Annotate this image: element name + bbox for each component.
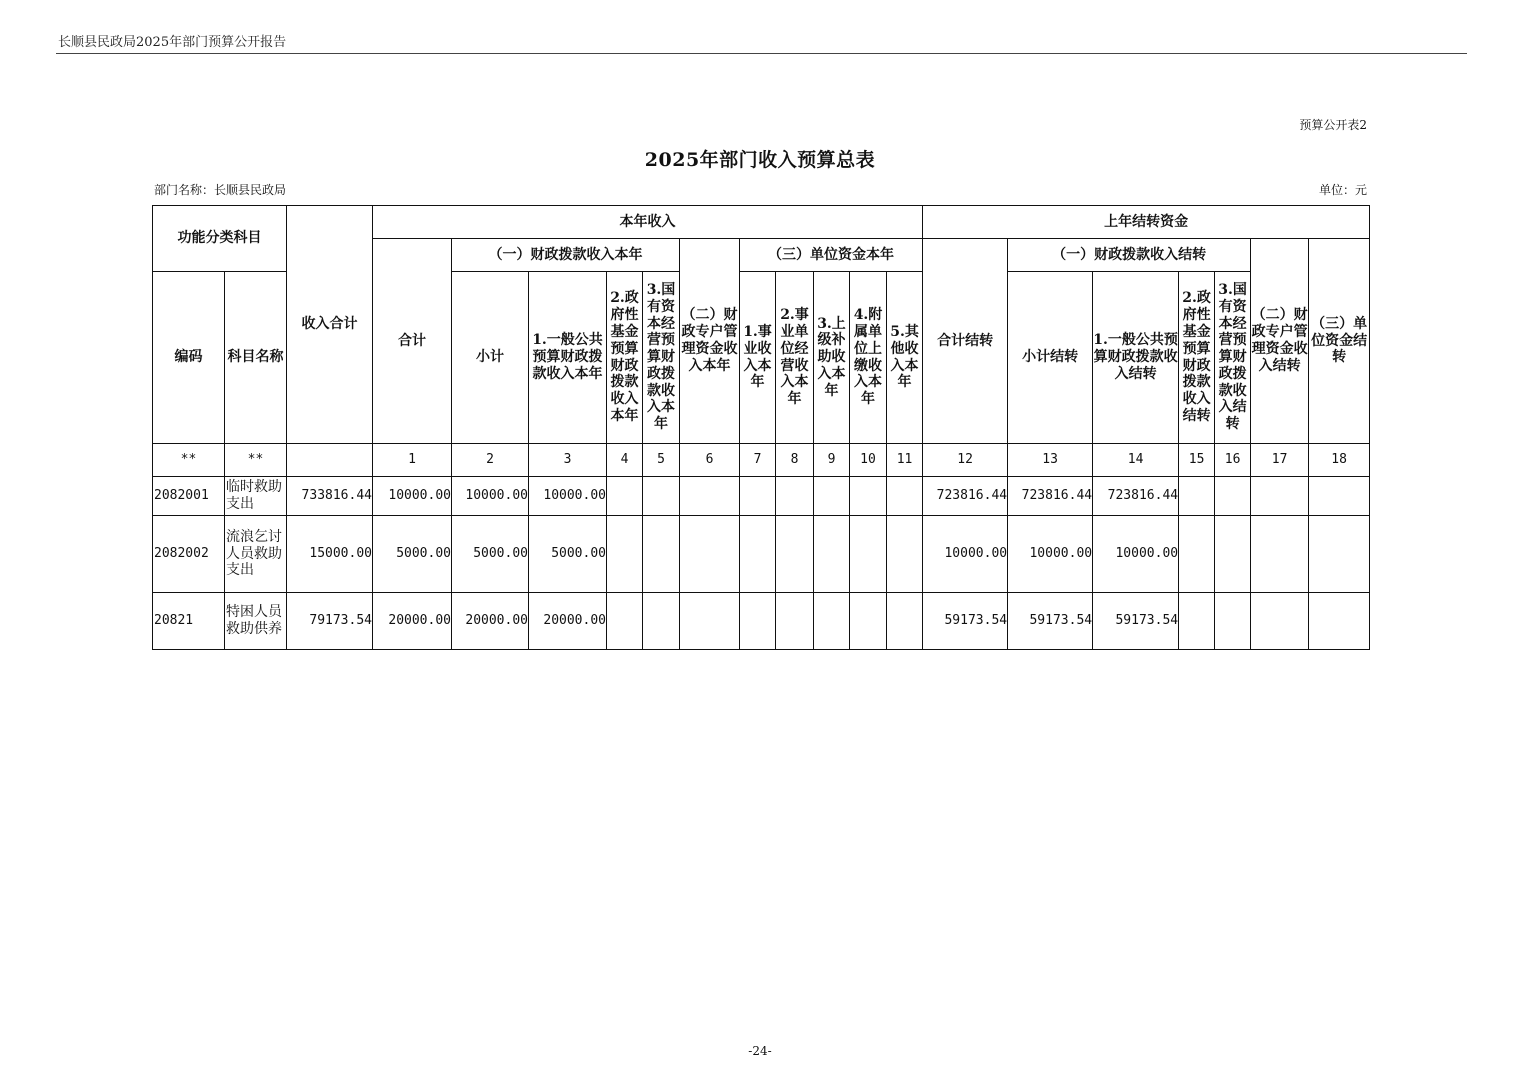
header-prior-state-capital: 3.国有资本经营预算财政拨款收入结转 <box>1215 272 1251 444</box>
empty-cell <box>680 516 740 593</box>
empty-cell <box>887 477 923 516</box>
row-name: 流浪乞讨人员救助支出 <box>225 516 287 593</box>
income-budget-table <box>152 205 1370 650</box>
index-cell: 9 <box>814 444 850 477</box>
header-cur-unit: （三）单位资金本年 <box>740 239 923 272</box>
index-cell: 14 <box>1093 444 1179 477</box>
unit-label: 单位：元 <box>1318 183 1367 197</box>
header-cur-subtotal: 小计 <box>452 272 529 444</box>
index-cell: 5 <box>643 444 680 477</box>
row-prior-subtotal: 10000.00 <box>1008 516 1093 593</box>
header-rule <box>56 53 1467 54</box>
row-name: 特困人员救助供养 <box>225 593 287 650</box>
row-cur-subtotal: 5000.00 <box>452 516 529 593</box>
empty-cell <box>887 516 923 593</box>
row-cur-total: 5000.00 <box>373 516 452 593</box>
empty-cell <box>1251 516 1309 593</box>
form-code: 预算公开表2 <box>1299 118 1367 132</box>
empty-cell <box>776 477 814 516</box>
empty-cell <box>1215 477 1251 516</box>
row-cur-general: 5000.00 <box>529 516 607 593</box>
header-prior-general: 1.一般公共预算财政拨款收入结转 <box>1093 272 1179 444</box>
row-name: 临时救助支出 <box>225 477 287 516</box>
index-cell: 12 <box>923 444 1008 477</box>
header-cur-business: 1.事业收入本年 <box>740 272 776 444</box>
header-cur-total: 合计 <box>373 239 452 444</box>
index-cell: 4 <box>607 444 643 477</box>
index-cell: 2 <box>452 444 529 477</box>
empty-cell <box>1179 516 1215 593</box>
header-cur-gov-fund: 2.政府性基金预算财政拨款收入本年 <box>607 272 643 444</box>
index-cell: 6 <box>680 444 740 477</box>
empty-cell <box>643 516 680 593</box>
empty-cell <box>607 593 643 650</box>
index-cell: 3 <box>529 444 607 477</box>
empty-cell <box>1215 593 1251 650</box>
header-name: 科目名称 <box>225 272 287 444</box>
row-prior-subtotal: 723816.44 <box>1008 477 1093 516</box>
header-cur-special: （二）财政专户管理资金收入本年 <box>680 239 740 444</box>
empty-cell <box>850 516 887 593</box>
empty-cell <box>607 477 643 516</box>
table-row <box>153 593 1370 650</box>
index-cell: 13 <box>1008 444 1093 477</box>
header-cur-subsidy: 3.上级补助收入本年 <box>814 272 850 444</box>
empty-cell <box>814 516 850 593</box>
row-total-income: 15000.00 <box>287 516 373 593</box>
header-cur-operating: 2.事业单位经营收入本年 <box>776 272 814 444</box>
row-prior-general: 10000.00 <box>1093 516 1179 593</box>
empty-cell <box>1309 516 1370 593</box>
row-cur-total: 10000.00 <box>373 477 452 516</box>
running-header: 长顺县民政局2025年部门预算公开报告 <box>58 35 287 50</box>
header-code: 编码 <box>153 272 225 444</box>
empty-cell <box>740 593 776 650</box>
row-prior-total: 10000.00 <box>923 516 1008 593</box>
index-row <box>153 444 1370 477</box>
header-current-year: 本年收入 <box>373 206 923 239</box>
header-cur-fiscal: （一）财政拨款收入本年 <box>452 239 680 272</box>
empty-cell <box>776 516 814 593</box>
index-cell: 18 <box>1309 444 1370 477</box>
index-cell: 8 <box>776 444 814 477</box>
table-row <box>153 477 1370 516</box>
index-cell: 7 <box>740 444 776 477</box>
row-prior-total: 723816.44 <box>923 477 1008 516</box>
header-prior-gov-fund: 2.政府性基金预算财政拨款收入结转 <box>1179 272 1215 444</box>
empty-cell <box>1251 593 1309 650</box>
empty-cell <box>850 593 887 650</box>
empty-cell <box>740 516 776 593</box>
empty-cell <box>850 477 887 516</box>
row-prior-general: 723816.44 <box>1093 477 1179 516</box>
row-cur-subtotal: 10000.00 <box>452 477 529 516</box>
header-prior-total: 合计结转 <box>923 239 1008 444</box>
row-code: 20821 <box>153 593 225 650</box>
empty-cell <box>643 593 680 650</box>
empty-cell <box>607 516 643 593</box>
index-cell: 11 <box>887 444 923 477</box>
row-prior-subtotal: 59173.54 <box>1008 593 1093 650</box>
row-prior-total: 59173.54 <box>923 593 1008 650</box>
index-cell: 16 <box>1215 444 1251 477</box>
header-prior-subtotal: 小计结转 <box>1008 272 1093 444</box>
row-cur-subtotal: 20000.00 <box>452 593 529 650</box>
empty-cell <box>680 477 740 516</box>
department-name: 部门名称：长顺县民政局 <box>154 183 287 197</box>
empty-cell <box>1251 477 1309 516</box>
empty-cell <box>680 593 740 650</box>
empty-cell <box>740 477 776 516</box>
empty-cell <box>643 477 680 516</box>
empty-cell <box>1309 593 1370 650</box>
header-subject: 功能分类科目 <box>153 206 287 272</box>
empty-cell <box>776 593 814 650</box>
empty-cell <box>1179 477 1215 516</box>
row-code: 2082002 <box>153 516 225 593</box>
header-cur-other: 5.其他收入本年 <box>887 272 923 444</box>
header-prior-year: 上年结转资金 <box>923 206 1370 239</box>
index-cell <box>287 444 373 477</box>
empty-cell <box>887 593 923 650</box>
header-prior-special: （二）财政专户管理资金收入结转 <box>1251 239 1309 444</box>
header-total-income: 收入合计 <box>287 206 373 444</box>
page-number: -24- <box>748 1044 772 1058</box>
index-cell: 15 <box>1179 444 1215 477</box>
index-cell: ** <box>153 444 225 477</box>
empty-cell <box>1179 593 1215 650</box>
header-cur-general: 1.一般公共预算财政拨款收入本年 <box>529 272 607 444</box>
index-cell: ** <box>225 444 287 477</box>
page-title: 2025年部门收入预算总表 <box>644 149 876 171</box>
header-prior-fiscal: （一）财政拨款收入结转 <box>1008 239 1251 272</box>
row-cur-general: 10000.00 <box>529 477 607 516</box>
index-cell: 1 <box>373 444 452 477</box>
empty-cell <box>1215 516 1251 593</box>
row-total-income: 79173.54 <box>287 593 373 650</box>
index-cell: 17 <box>1251 444 1309 477</box>
index-cell: 10 <box>850 444 887 477</box>
row-prior-general: 59173.54 <box>1093 593 1179 650</box>
row-cur-general: 20000.00 <box>529 593 607 650</box>
empty-cell <box>814 477 850 516</box>
table-row <box>153 516 1370 593</box>
empty-cell <box>1309 477 1370 516</box>
header-prior-unit: （三）单位资金结转 <box>1309 239 1370 444</box>
row-total-income: 733816.44 <box>287 477 373 516</box>
header-cur-state-capital: 3.国有资本经营预算财政拨款收入本年 <box>643 272 680 444</box>
header-cur-affiliated: 4.附属单位上缴收入本年 <box>850 272 887 444</box>
row-cur-total: 20000.00 <box>373 593 452 650</box>
row-code: 2082001 <box>153 477 225 516</box>
empty-cell <box>814 593 850 650</box>
